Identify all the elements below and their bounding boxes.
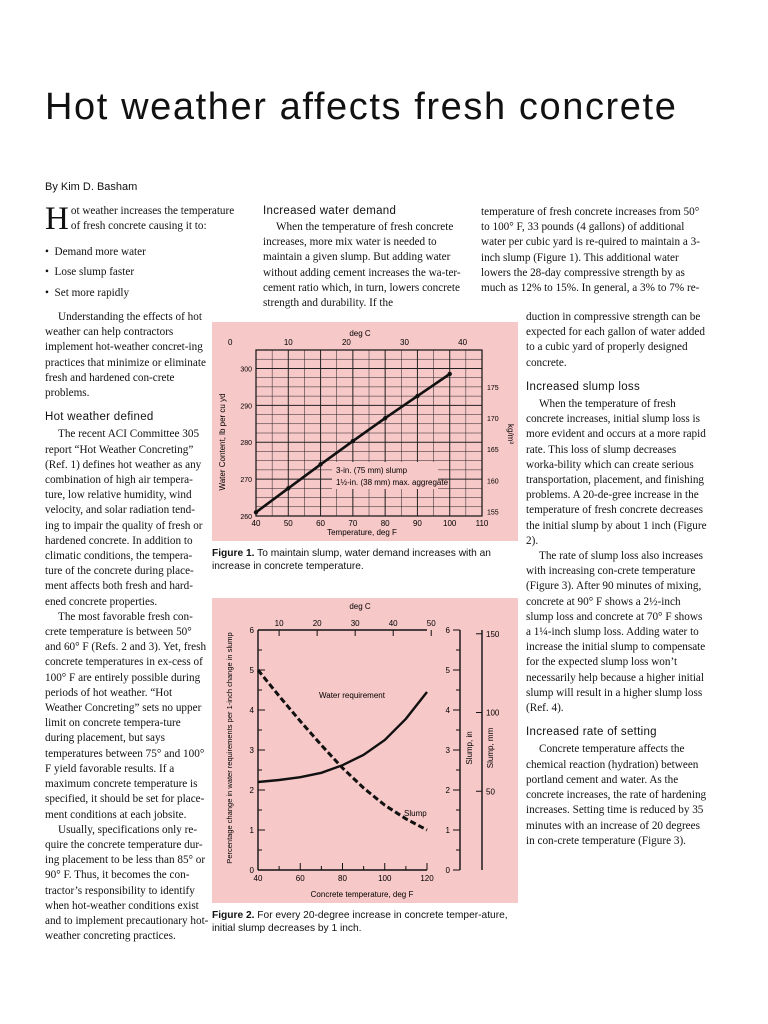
figure-1-caption [212,548,512,573]
intro-text: ot weather increases the temperature of fresh concrete causing it to: [70,205,235,233]
y-tick-label: 2 [249,786,254,795]
column-3-top [481,205,709,296]
y3-tick-label: 150 [486,629,500,639]
x2-axis-label: deg C [349,602,371,611]
paragraph: The recent ACI Committee 305 report “Hot Weather Concreting” (Ref. 1) defines hot weather as any combination of high air tempera-ture, low relative humidity, wind velocity, and solar radiation tend-ing to impair the quality of fresh or hardened concrete. In addition to climatic conditions, the tempera-ture of the concrete during place-ment affects both fresh and hard-ened concrete properties. [45,428,203,608]
x2-tick-label: 20 [312,619,322,628]
y2-tick-label: 175 [487,385,499,393]
paragraph: The most favorable fresh con-crete temperature is between 50° and 60° F (Refs. 2 and 3). Yet, fresh concrete temperatures in ex-cess of 100° F are entirely possible during periods of hot weather. “Hot Weather Concreting” sets no upper limit on concrete tempera-ture during placement, but says temperatures between 75° and 100° F yield favorable results. If a maximum concrete temperature is specified, it should be set for place-ment conditions at each jobsite. [45,610,207,821]
x2-tick-label: 10 [283,338,293,347]
bullet-list [45,242,235,303]
figure-1-chart [212,322,518,541]
x-tick-label: 80 [380,519,390,528]
x2-tick-label: 0 [227,338,233,347]
y2-tick-label: 170 [487,416,499,424]
y-axis-label: Water Content, lb per cu yd [218,393,227,491]
x2-axis-label: deg C [349,329,371,338]
paragraph: Concrete temperature affects the chemical reaction (hydration) between portland cement and water. As the concrete increases, the rate of hardening increases. Setting time is reduced by 35 minutes with an increase of 20 degrees in con-crete temperature (Figure 3). [526,743,707,847]
x-axis-label: Temperature, deg F [327,528,397,537]
caption-label: Figure 1. [212,548,255,559]
x-tick-label: 60 [316,519,326,528]
data-point [318,462,322,466]
x-tick-label: 40 [251,519,261,528]
x-tick-label: 120 [420,874,434,883]
x-tick-label: 100 [443,519,457,528]
y-tick-label: 3 [249,746,254,755]
paragraph: The rate of slump loss also increases with increasing con-crete temperature (Figure 3). After 90 minutes of mixing, concrete at 90° F shows a 2½-inch slump loss and concrete at 70° F shows a 1¼-inch slump loss. Adding water to increase the initial slump to compensate for the expected slump loss won’t necessarily help because a higher initial slump will result in a higher slump loss (Ref. 4). [526,550,706,715]
y-tick-label: 1 [249,826,254,835]
figure-2-caption [212,910,512,935]
y3-tick-label: 50 [486,787,495,797]
x-tick-label: 80 [338,874,347,883]
data-point [383,416,387,420]
y3-axis-label: Slump, mm [486,727,495,769]
paragraph: When the temperature of fresh concrete increases, initial slump loss is more evident and occurs at a more rapid rate. This loss of slump decreases worka-bility which can create serious transportation, placement, and finishing problems. A 20-de-gree increase in the temperature of fresh concrete decreases the initial slump by about 1 inch (Figure 2). [526,398,707,547]
data-point [448,372,452,376]
caption-text: To maintain slump, water demand increases with an increase in concrete temperature. [212,548,491,572]
x-tick-label: 90 [412,519,422,528]
x-tick-label: 40 [253,874,263,883]
paragraph: Understanding the effects of hot weather can help contractors implement hot-weather concret-ing practices that minimize or eliminate fresh and hardened con-crete problems. [45,311,206,400]
data-point [286,486,290,490]
paragraph: When the temperature of fresh concrete increases, more mix water is needed to maintain a given slump. But adding water without adding cement increases the wa-ter-cement ratio which, in turn, lowers concrete strength and durability. If the [263,221,461,310]
x2-tick-label: 30 [400,338,409,347]
intro-block [45,201,237,237]
paragraph: Usually, specifications only re-quire the concrete temperature dur-ing placement to be less than 85° or 90° F. Thus, it becomes the con-tractor’s responsibility to identify when hot-weather conditions exist and to implement precautionary hot-weather concreting practices. [45,823,209,943]
x-axis-label: Concrete temperature, deg F [310,890,414,899]
data-point [351,439,355,443]
y2-axis-label: kg/m³ [506,424,515,444]
figure-2-chart [212,598,518,903]
y2-tick-label: 160 [487,478,499,486]
y2-tick-label: 5 [445,666,450,675]
data-point [415,394,419,398]
y-axis-label: Percentage change in water requirements per 1-inch change in slump [225,632,234,864]
series-label-slump: Slump [404,809,427,818]
y-tick-label: 0 [249,866,254,875]
x2-tick-label: 10 [274,619,284,628]
y2-axis-label: Slump, in [465,731,474,765]
x-tick-label: 50 [283,519,293,528]
y-tick-label: 280 [240,440,252,448]
y2-tick-label: 4 [445,706,450,715]
y3-tick-label: 100 [486,708,500,718]
y2-tick-label: 1 [445,826,450,835]
y2-tick-label: 165 [487,447,499,455]
y-tick-label: 5 [249,666,254,675]
annotation-line-2: 1½-in. (38 mm) max. aggregate [336,478,449,487]
paragraph: temperature of fresh concrete increases from 50° to 100° F, 33 pounds (4 gallons) of additional water per cubic yard is re-quired to maintain a 3-inch slump (Figure 1). This additional water lowers the 28-day compressive strength by as much as 12% to 15%. In general, a 3% to 7% re- [481,206,700,295]
y-tick-label: 290 [240,403,252,411]
section-heading: Increased water demand [263,205,397,217]
column-1-body [45,310,209,944]
x-tick-label: 100 [378,874,392,883]
section-heading: Increased slump loss [526,380,641,393]
section-heading: Hot weather defined [45,411,154,424]
y-tick-label: 6 [249,626,254,635]
x2-tick-label: 30 [350,619,360,628]
x2-tick-label: 50 [426,619,436,628]
y2-tick-label: 2 [445,786,450,795]
x2-tick-label: 20 [341,338,351,347]
caption-label: Figure 2. [212,910,255,921]
data-point [254,510,258,514]
article-title: Hot weather affects fresh concrete [45,86,678,128]
list-item: • Lose slump faster [45,266,135,279]
y2-tick-label: 0 [445,866,450,875]
x-tick-label: 60 [295,874,305,883]
x-tick-label: 110 [475,519,489,528]
y-tick-label: 300 [240,366,252,374]
paragraph: duction in compressive strength can be expected for each gallon of water added to a cubic yard of properly designed concrete. [526,311,705,369]
y-tick-label: 260 [240,514,252,521]
annotation-line-1: 3-in. (75 mm) slump [336,466,408,475]
list-item: • Set more rapidly [45,286,130,299]
column-2-text [263,205,468,311]
y2-tick-label: 155 [487,509,499,517]
caption-text: For every 20-degree increase in concrete temper-ature, initial slump decreases by 1 inch. [212,910,508,934]
y2-tick-label: 6 [445,626,450,635]
x2-tick-label: 40 [458,338,468,347]
column-3-body [526,310,708,849]
y-tick-label: 4 [249,706,254,715]
y2-tick-label: 3 [445,746,450,755]
section-heading: Increased rate of setting [526,726,657,739]
list-item: • Demand more water [45,246,146,258]
series-label-water: Water requirement [319,691,385,700]
x2-tick-label: 40 [388,619,398,628]
y-tick-label: 270 [240,477,252,485]
byline: By Kim D. Basham [45,181,138,193]
x-tick-label: 70 [348,519,358,528]
drop-cap: H [45,201,69,237]
